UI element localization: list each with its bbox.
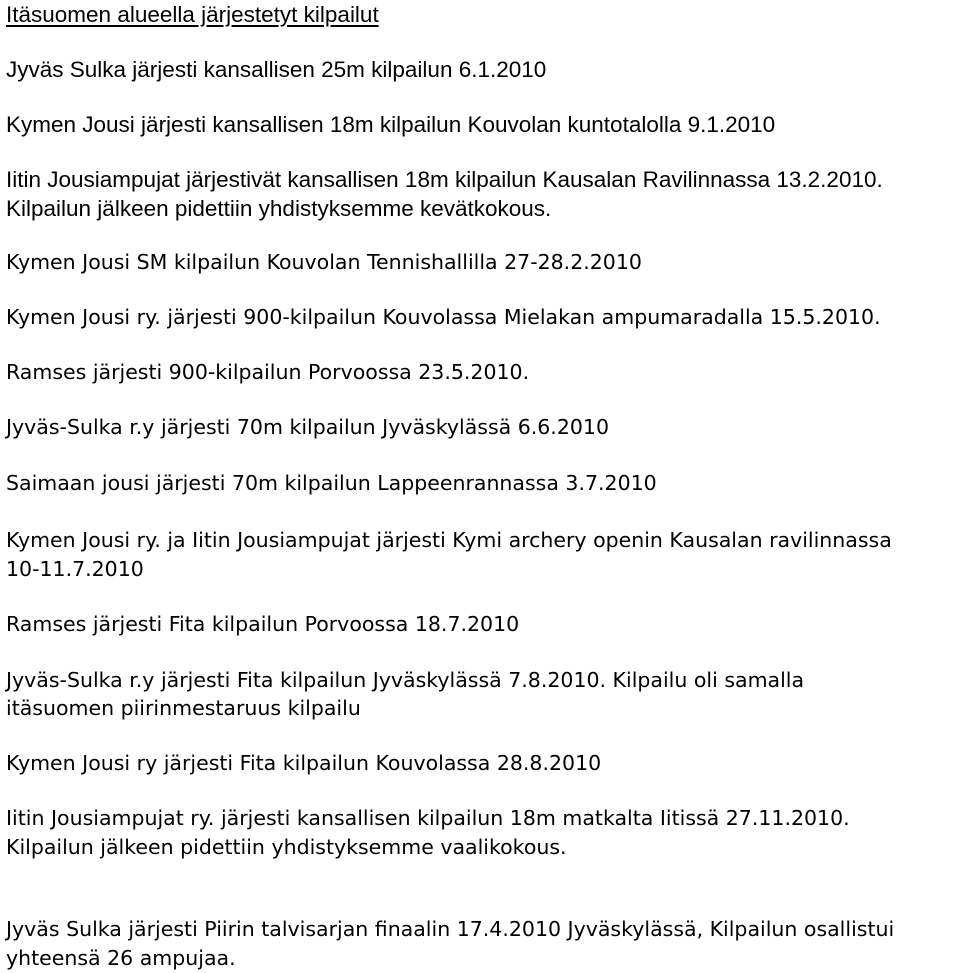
event-line: itäsuomen piirinmestaruus kilpailu — [6, 696, 361, 720]
page-title: Itäsuomen alueella järjestetyt kilpailut — [6, 2, 379, 27]
event-line: Kymen Jousi ry järjesti Fita kilpailun Kouvolassa 28.8.2010 — [6, 751, 602, 775]
event-line: Kilpailun jälkeen pidettiin yhdistyksemme vaalikokous. — [6, 835, 567, 859]
event-line: Kymen Jousi ry. järjesti 900-kilpailun Kouvolassa Mielakan ampumaradalla 15.5.2010. — [6, 305, 881, 329]
event-line: Iitin Jousiampujat järjestivät kansallisen 18m kilpailun Kausalan Ravilinnassa 13.2.2010. — [6, 167, 883, 192]
event-line: Saimaan jousi järjesti 70m kilpailun Lappeenrannassa 3.7.2010 — [6, 471, 657, 495]
event-line: Jyväs Sulka järjesti kansallisen 25m kilpailun 6.1.2010 — [6, 57, 547, 82]
event-line: Jyväs-Sulka r.y järjesti 70m kilpailun Jyväskylässä 6.6.2010 — [6, 415, 609, 439]
event-line: Iitin Jousiampujat ry. järjesti kansallisen kilpailun 18m matkalta Iitissä 27.11.2010. — [6, 806, 850, 830]
event-line: Ramses järjesti 900-kilpailun Porvoossa 23.5.2010. — [6, 360, 530, 384]
event-line: Kymen Jousi järjesti kansallisen 18m kilpailun Kouvolan kuntotalolla 9.1.2010 — [6, 112, 776, 137]
event-line: Jyväs-Sulka r.y järjesti Fita kilpailun Jyväskylässä 7.8.2010. Kilpailu oli samalla — [6, 668, 805, 692]
event-line: Ramses järjesti Fita kilpailun Porvoossa 18.7.2010 — [6, 612, 520, 636]
event-line: yhteensä 26 ampujaa. — [6, 946, 236, 970]
event-line: Kilpailun jälkeen pidettiin yhdistyksemme kevätkokous. — [6, 196, 552, 221]
event-line: Kymen Jousi ry. ja Iitin Jousiampujat järjesti Kymi archery openin Kausalan ravilinnassa — [6, 528, 892, 552]
event-line: Jyväs Sulka järjesti Piirin talvisarjan finaalin 17.4.2010 Jyväskylässä, Kilpailun osallistui — [6, 917, 895, 941]
event-line: 10-11.7.2010 — [6, 557, 144, 581]
event-line: Kymen Jousi SM kilpailun Kouvolan Tennishallilla 27-28.2.2010 — [6, 250, 642, 274]
